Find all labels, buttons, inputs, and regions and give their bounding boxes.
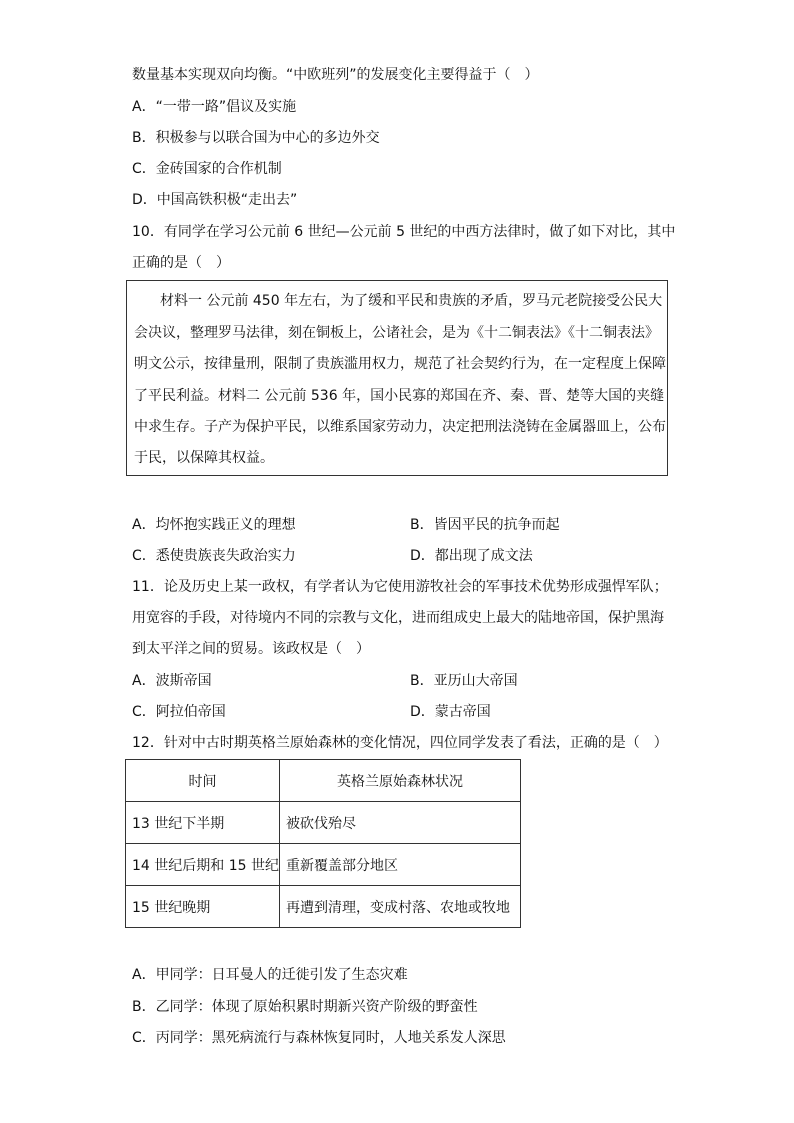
table-cell: 15 世纪晚期 bbox=[126, 886, 280, 928]
q10-option-d: D．都出现了成文法 bbox=[410, 548, 533, 564]
table-cell: 重新覆盖部分地区 bbox=[279, 844, 520, 886]
q9-stem-tail: 数量基本实现双向均衡。“中欧班列”的发展变化主要得益于（ ） bbox=[132, 67, 539, 83]
q11-stem-line1: 11．论及历史上某一政权，有学者认为它使用游牧社会的军事技术优势形成强悍军队； bbox=[132, 579, 668, 595]
material-line: 中求生存。子产为保护平民，以维系国家劳动力，决定把刑法浇铸在金属器皿上，公布 bbox=[134, 419, 666, 435]
q10-material-box bbox=[126, 280, 668, 476]
q10-stem-line1: 10．有同学在学习公元前 6 世纪—公元前 5 世纪的中西方法律时，做了如下对比，其中 bbox=[132, 224, 676, 240]
q10-stem-line2: 正确的是（ ） bbox=[132, 255, 230, 271]
q9-option-b: B．积极参与以联合国为中心的多边外交 bbox=[132, 130, 380, 146]
q9-option-d: D．中国高铁积极“走出去” bbox=[132, 192, 298, 208]
q12-option-c: C．丙同学：黑死病流行与森林恢复同时，人地关系发人深思 bbox=[132, 1030, 506, 1046]
q11-option-d: D．蒙古帝国 bbox=[410, 704, 491, 720]
q12-forest-table bbox=[125, 759, 521, 928]
table-row bbox=[126, 886, 521, 928]
material-line: 于民，以保障其权益。 bbox=[134, 450, 274, 466]
material-line: 会决议，整理罗马法律，刻在铜板上，公诸社会，是为《十二铜表法》《十二铜表法》 bbox=[134, 325, 659, 341]
q9-option-a: A．“一带一路”倡议及实施 bbox=[132, 99, 297, 115]
q12-option-b: B．乙同学：体现了原始积累时期新兴资产阶级的野蛮性 bbox=[132, 999, 478, 1015]
q11-option-b: B．亚历山大帝国 bbox=[410, 673, 518, 689]
table-cell: 被砍伐殆尽 bbox=[279, 802, 520, 844]
material-line: 明文公示，按律量刑，限制了贵族滥用权力，规范了社会契约行为，在一定程度上保障 bbox=[134, 356, 666, 372]
q11-option-a: A．波斯帝国 bbox=[132, 673, 212, 689]
q10-option-a: A．均怀抱实践正义的理想 bbox=[132, 517, 296, 533]
q9-option-c: C．金砖国家的合作机制 bbox=[132, 161, 282, 177]
q12-option-a: A．甲同学：日耳曼人的迁徙引发了生态灾难 bbox=[132, 967, 408, 983]
table-cell: 再遭到清理，变成村落、农地或牧地 bbox=[279, 886, 520, 928]
table-header-cell: 时间 bbox=[126, 760, 280, 802]
q11-stem-line3: 到太平洋之间的贸易。该政权是（ ） bbox=[132, 641, 370, 657]
table-header-row bbox=[126, 760, 521, 802]
table-cell: 13 世纪下半期 bbox=[126, 802, 280, 844]
q10-option-b: B．皆因平民的抗争而起 bbox=[410, 517, 560, 533]
table-row bbox=[126, 844, 521, 886]
table-row bbox=[126, 802, 521, 844]
q10-option-c: C．悉使贵族丧失政治实力 bbox=[132, 548, 296, 564]
q11-stem-line2: 用宽容的手段，对待境内不同的宗教与文化，进而组成史上最大的陆地帝国，保护黑海 bbox=[132, 610, 664, 626]
q11-option-c: C．阿拉伯帝国 bbox=[132, 704, 226, 720]
q12-stem: 12．针对中古时期英格兰原始森林的变化情况，四位同学发表了看法，正确的是（ ） bbox=[132, 735, 668, 751]
table-header-cell: 英格兰原始森林状况 bbox=[279, 760, 520, 802]
material-line: 了平民利益。材料二 公元前 536 年，国小民寡的郑国在齐、秦、晋、楚等大国的夹缝 bbox=[134, 388, 665, 404]
table-cell: 14 世纪后期和 15 世纪 bbox=[126, 844, 280, 886]
material-line: 材料一 公元前 450 年左右，为了缓和平民和贵族的矛盾，罗马元老院接受公民大 bbox=[160, 293, 663, 309]
